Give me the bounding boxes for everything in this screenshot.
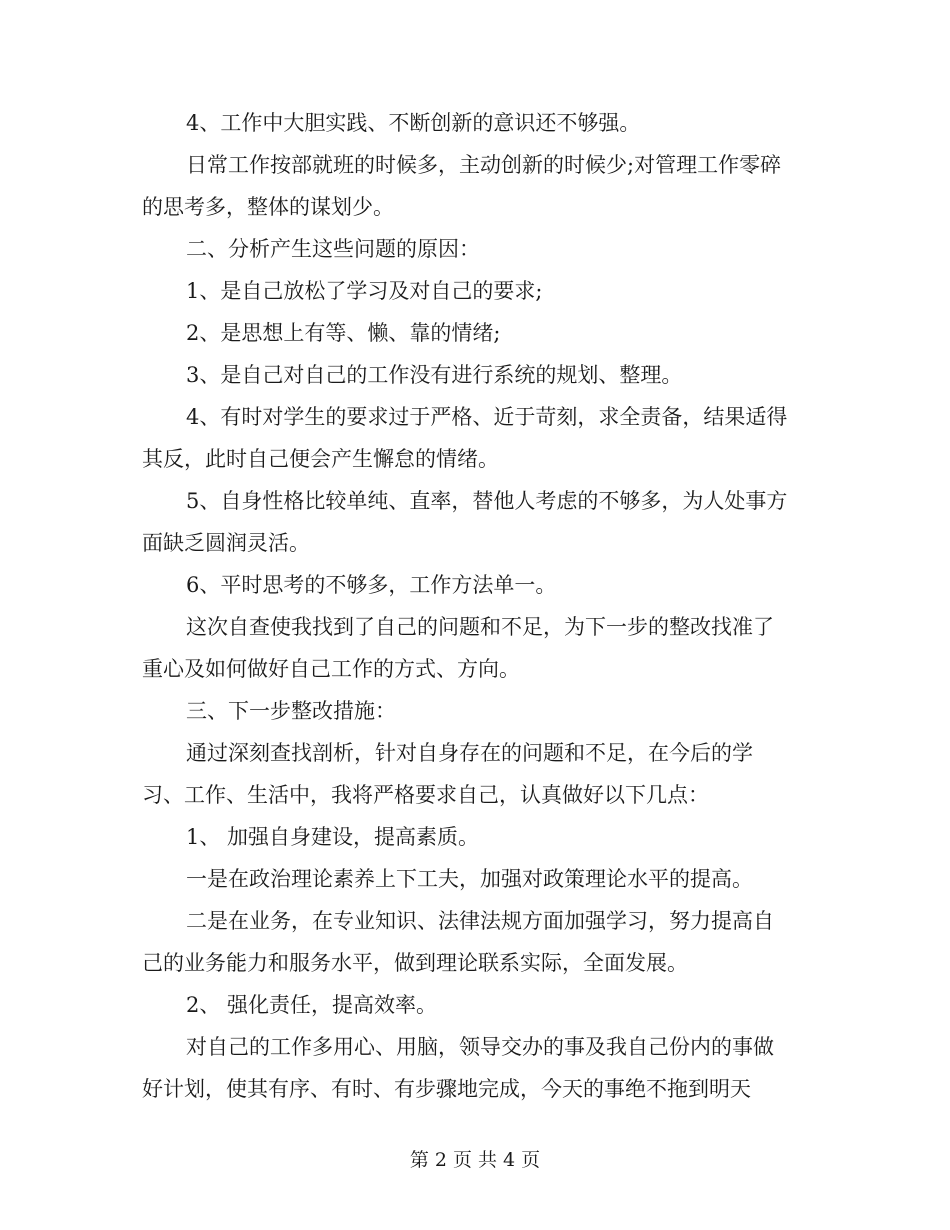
text-line: 的思考多，整体的谋划少。 <box>142 195 394 219</box>
text-line: 重心及如何做好自己工作的方式、方向。 <box>142 657 520 681</box>
text-line: 面缺乏圆润灵活。 <box>142 531 310 555</box>
text-line: 1、是自己放松了学习及对自己的要求; <box>186 279 543 303</box>
text-line: 4、工作中大胆实践、不断创新的意识还不够强。 <box>186 111 641 135</box>
text-line: 2、 强化责任，提高效率。 <box>186 993 438 1017</box>
text-line: 3、是自己对自己的工作没有进行系统的规划、整理。 <box>186 363 683 387</box>
text-line: 二、分析产生这些问题的原因： <box>186 237 480 261</box>
text-line: 二是在业务，在专业知识、法律法规方面加强学习，努力提高自 <box>186 909 774 933</box>
text-line: 其反，此时自己便会产生懈怠的情绪。 <box>142 447 499 471</box>
text-line: 日常工作按部就班的时候多，主动创新的时候少;对管理工作零碎 <box>186 153 782 177</box>
text-line: 三、下一步整改措施： <box>186 699 396 723</box>
text-line: 5、自身性格比较单纯、直率，替他人考虑的不够多，为人处事方 <box>186 489 788 513</box>
page-number-footer: 第 2 页 共 4 页 <box>409 1149 541 1171</box>
text-line: 对自己的工作多用心、用脑，领导交办的事及我自己份内的事做 <box>186 1035 774 1059</box>
text-line: 一是在政治理论素养上下工夫，加强对政策理论水平的提高。 <box>186 867 753 891</box>
text-line: 1、 加强自身建设，提高素质。 <box>186 825 480 849</box>
text-line: 好计划，使其有序、有时、有步骤地完成，今天的事绝不拖到明天 <box>142 1077 751 1101</box>
text-line: 2、是思想上有等、懒、靠的情绪; <box>186 321 501 345</box>
text-line: 己的业务能力和服务水平，做到理论联系实际，全面发展。 <box>142 951 688 975</box>
text-line: 6、平时思考的不够多，工作方法单一。 <box>186 573 557 597</box>
text-line: 习、工作、生活中，我将严格要求自己，认真做好以下几点： <box>142 783 709 807</box>
text-line: 通过深刻查找剖析，针对自身存在的问题和不足，在今后的学 <box>186 741 753 765</box>
text-line: 4、有时对学生的要求过于严格、近于苛刻，求全责备，结果适得 <box>186 405 788 429</box>
text-line: 这次自查使我找到了自己的问题和不足，为下一步的整改找准了 <box>186 615 774 639</box>
